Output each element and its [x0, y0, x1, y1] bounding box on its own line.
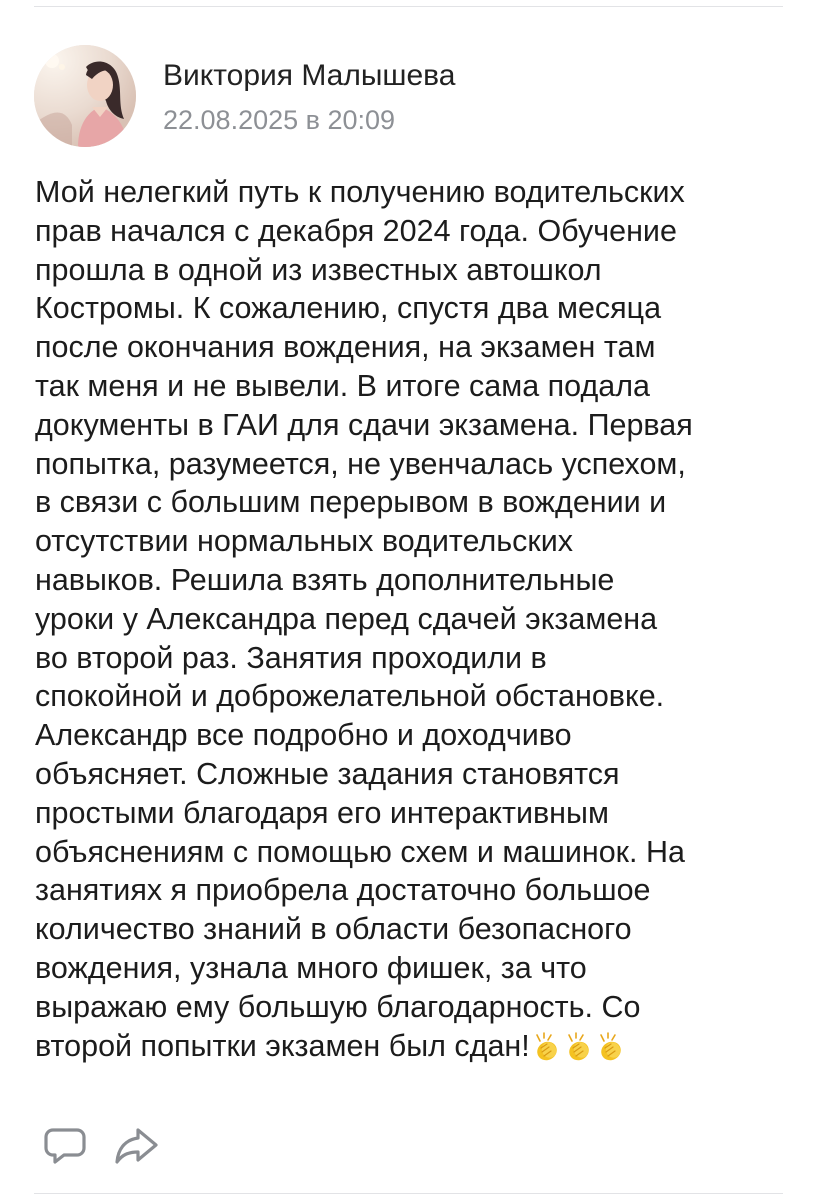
text-line: попытка, разумеется, не увенчалась успехом,: [35, 446, 686, 481]
text-line-last: [35, 1027, 795, 1066]
avatar[interactable]: [34, 45, 136, 147]
post-text: [35, 173, 795, 1065]
post-date[interactable]: 22.08.2025 в 20:09: [163, 105, 396, 135]
text-line: уроки у Александра перед сдачей экзамена: [35, 601, 658, 636]
text-line: объяснениям с помощью схем и машинок. На: [35, 834, 685, 869]
text-line: отсутствии нормальных водительских: [35, 524, 574, 559]
clapping-hands-emoji: [596, 1032, 626, 1062]
text-line: второй попытки экзамен был сдан!: [35, 1028, 530, 1063]
text-line: Костромы. К сожалению, спустя два месяца: [35, 291, 662, 326]
text-line: в связи с большим перерывом в вождении и: [35, 485, 667, 520]
bottom-divider: [34, 1193, 783, 1194]
text-line: документы в ГАИ для сдачи экзамена. Первая: [35, 407, 693, 442]
text-line: так меня и не вывели. В итоге сама подала: [35, 368, 650, 403]
clapping-hands-emoji: [564, 1032, 594, 1062]
comment-button[interactable]: [44, 1122, 90, 1168]
text-line: после окончания вождения, на экзамен там: [35, 330, 656, 365]
text-line: прав начался с декабря 2024 года. Обучение: [35, 213, 677, 248]
text-line: объясняет. Сложные задания становятся: [35, 756, 620, 791]
text-line: во второй раз. Занятия проходили в: [35, 640, 547, 675]
text-line: занятиях я приобрела достаточно большое: [35, 873, 651, 908]
comment-icon: [44, 1122, 90, 1168]
text-line: Мой нелегкий путь к получению водительских: [35, 175, 685, 209]
text-line: вождения, узнала много фишек, за что: [35, 950, 587, 985]
text-line: навыков. Решила взять дополнительные: [35, 562, 615, 597]
text-line: спокойной и доброжелательной обстановке.: [35, 679, 665, 714]
avatar-photo: [34, 45, 136, 147]
text-line: выражаю ему большую благодарность. Со: [35, 989, 641, 1024]
text-line: простыми благодаря его интерактивным: [35, 795, 609, 830]
share-icon: [114, 1122, 160, 1168]
text-line: Александр все подробно и доходчиво: [35, 718, 572, 753]
text-line: прошла в одной из известных автошкол: [35, 252, 602, 287]
text-line: количество знаний в области безопасного: [35, 912, 632, 947]
clapping-hands-emoji: [532, 1032, 562, 1062]
share-button[interactable]: [114, 1122, 160, 1168]
author-name[interactable]: Виктория Малышева: [163, 59, 456, 92]
